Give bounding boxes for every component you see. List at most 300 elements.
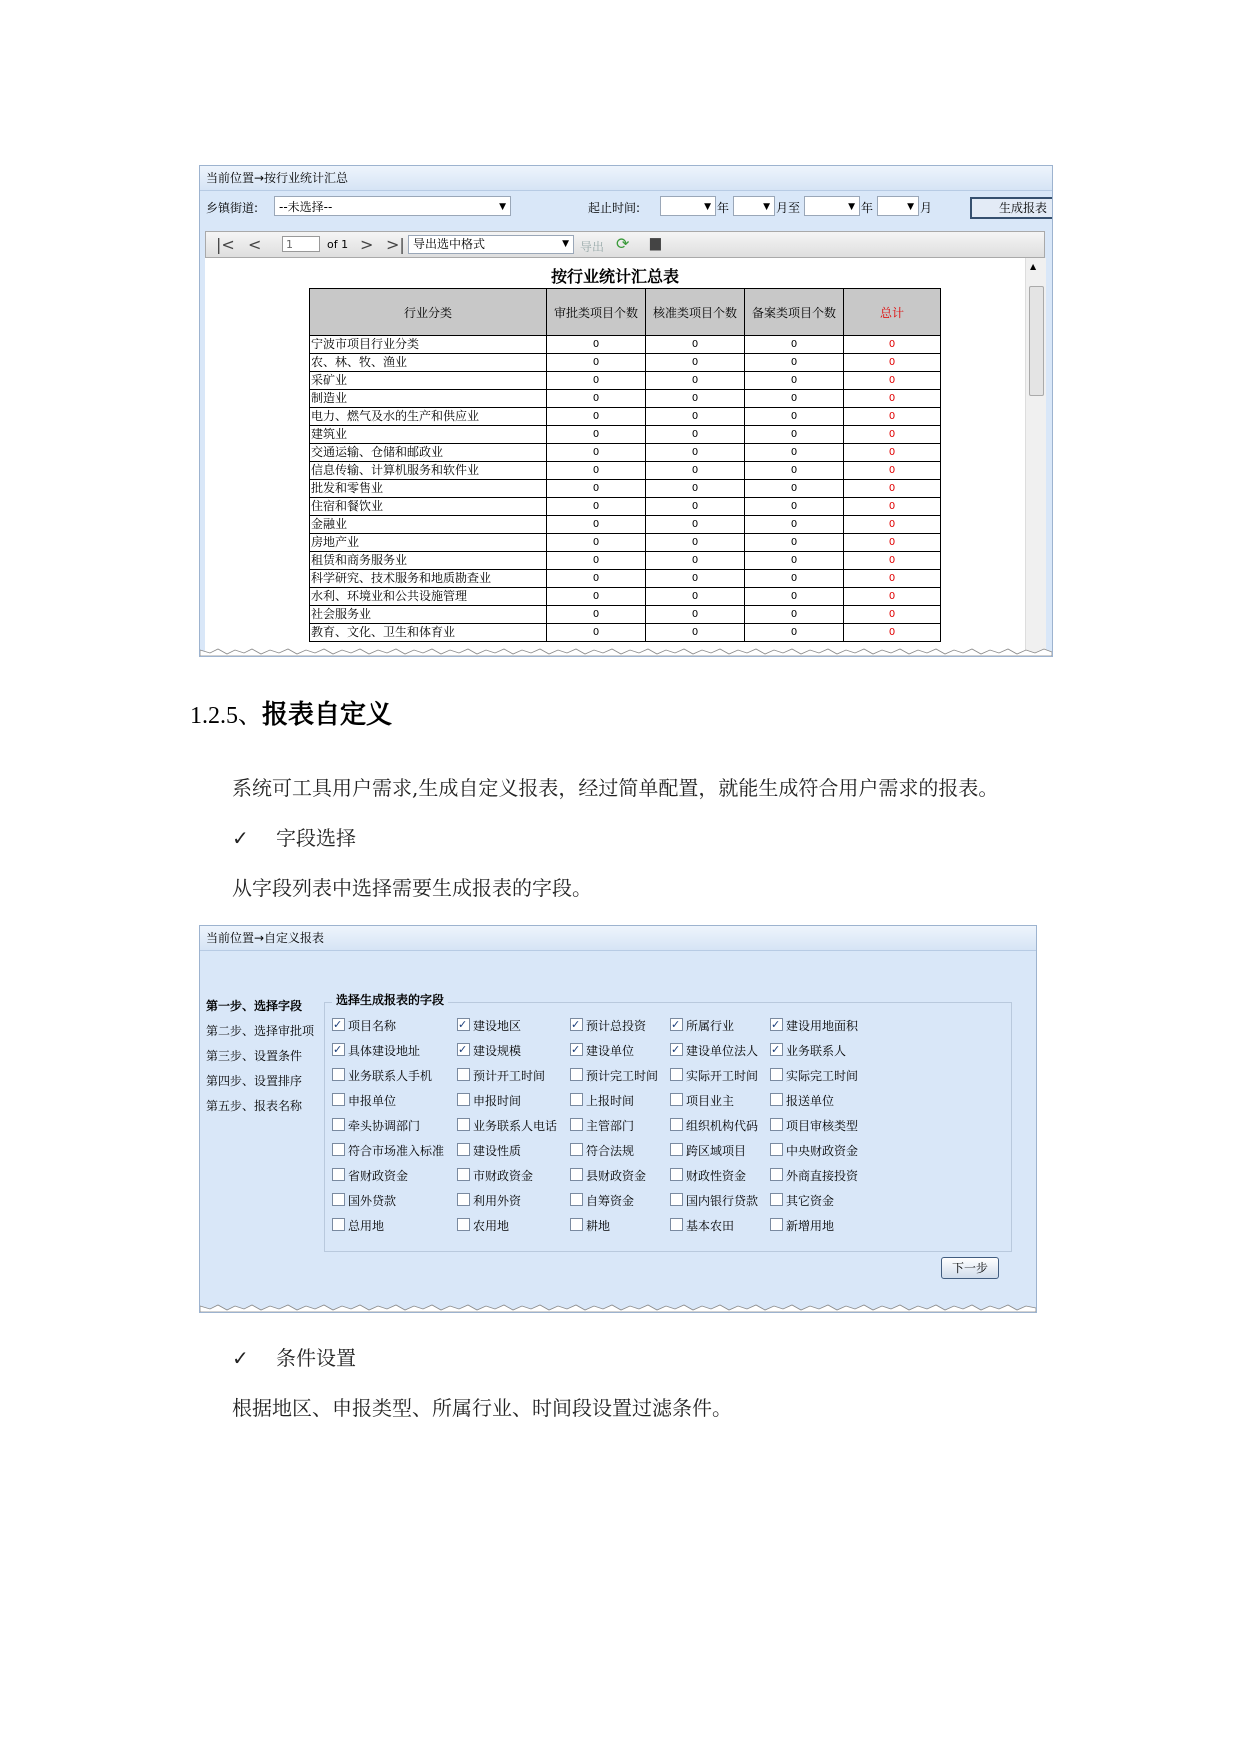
street-select-value: --未选择-- [279,200,333,214]
count-cell: 0 [646,408,745,426]
checkbox-icon[interactable] [457,1118,470,1131]
column-header: 总计 [844,289,941,336]
checkbox-label: 县财政资金 [586,1169,647,1183]
checkbox-icon[interactable] [570,1093,583,1106]
field-checkbox[interactable] [670,1164,746,1189]
checkbox-icon[interactable] [332,1068,345,1081]
chevron-down-icon: ▼ [848,202,855,212]
count-cell: 0 [547,624,646,642]
industry-summary-table [309,288,941,642]
field-group [324,1002,1012,1252]
checkbox-label: 项目名称 [348,1019,397,1033]
prev-page-icon[interactable]: < [248,235,262,254]
scrollbar-thumb[interactable] [1029,286,1044,396]
section-heading [190,694,392,731]
field-checkbox[interactable] [770,1014,858,1039]
checkbox-label: 实际开工时间 [686,1069,759,1083]
industry-cell: 采矿业 [310,372,547,390]
count-cell: 0 [547,426,646,444]
filter-bar [200,191,1052,221]
print-icon[interactable]: ▆ [650,235,661,251]
count-cell: 0 [745,336,844,354]
bullet-text: 条件设置 [276,1346,356,1370]
field-checkbox[interactable] [670,1014,734,1039]
count-cell: 0 [745,570,844,588]
table-row [310,624,941,642]
checkbox-icon[interactable] [670,1143,683,1156]
field-checkbox[interactable] [457,1014,521,1039]
checkbox-label: 申报单位 [348,1094,397,1108]
column-header: 核准类项目个数 [646,289,745,336]
industry-cell: 租赁和商务服务业 [310,552,547,570]
page-count: of 1 [327,238,349,251]
count-cell: 0 [745,534,844,552]
checkbox-icon[interactable] [570,1118,583,1131]
checkbox-label: 报送单位 [786,1094,835,1108]
table-row [310,336,941,354]
checkbox-icon[interactable] [332,1193,345,1206]
field-checkbox[interactable] [332,1089,396,1114]
column-header: 备案类项目个数 [745,289,844,336]
wizard-steps [206,994,314,1119]
count-cell: 0 [844,408,941,426]
checkbox-label: 耕地 [586,1219,611,1233]
checkbox-icon[interactable] [457,1093,470,1106]
checkbox-icon[interactable] [457,1043,470,1056]
count-cell: 0 [844,444,941,462]
count-cell: 0 [646,498,745,516]
field-checkbox[interactable] [670,1064,758,1089]
checkbox-label: 符合市场准入标准 [348,1144,445,1158]
chevron-down-icon: ▼ [562,239,569,249]
checkbox-icon[interactable] [670,1018,683,1031]
breadcrumb: 当前位置→按行业统计汇总 [200,166,1052,191]
count-cell: 0 [547,606,646,624]
field-checkbox[interactable] [332,1214,384,1239]
count-cell: 0 [547,462,646,480]
table-row [310,552,941,570]
industry-cell: 房地产业 [310,534,547,552]
checkbox-label: 跨区域项目 [686,1144,747,1158]
checkbox-icon[interactable] [570,1193,583,1206]
table-row [310,606,941,624]
checkbox-label: 预计总投资 [586,1019,647,1033]
page-number-input[interactable]: 1 [282,236,320,252]
checkbox-icon[interactable] [770,1193,783,1206]
count-cell: 0 [547,498,646,516]
field-checkbox[interactable] [332,1164,408,1189]
count-cell: 0 [745,624,844,642]
count-cell: 0 [745,444,844,462]
checkbox-icon[interactable] [670,1093,683,1106]
count-cell: 0 [547,372,646,390]
checkbox-icon[interactable] [570,1168,583,1181]
table-row [310,534,941,552]
count-cell: 0 [844,516,941,534]
bullet-item [232,822,356,851]
field-checkbox[interactable] [457,1089,521,1114]
industry-cell: 水利、环境业和公共设施管理 [310,588,547,606]
chevron-down-icon: ▼ [704,202,711,212]
table-row [310,408,941,426]
count-cell: 0 [646,534,745,552]
industry-cell: 住宿和餐饮业 [310,498,547,516]
field-checkbox[interactable] [770,1139,858,1164]
count-cell: 0 [547,480,646,498]
checkbox-icon[interactable] [332,1118,345,1131]
checkbox-label: 建设单位法人 [686,1044,759,1058]
checkbox-icon[interactable] [570,1143,583,1156]
checkbox-icon[interactable] [457,1018,470,1031]
industry-cell: 金融业 [310,516,547,534]
checkbox-icon[interactable] [332,1093,345,1106]
checkbox-label: 上报时间 [586,1094,635,1108]
industry-cell: 制造业 [310,390,547,408]
count-cell: 0 [844,588,941,606]
checkbox-label: 国内银行贷款 [686,1194,759,1208]
industry-cell: 电力、燃气及水的生产和供应业 [310,408,547,426]
report-toolbar [205,231,1045,258]
checkbox-icon[interactable] [457,1143,470,1156]
scroll-up-icon[interactable]: ▲ [1030,262,1037,271]
field-checkbox[interactable] [332,1139,444,1164]
checkbox-label: 项目审核类型 [786,1119,859,1133]
year-unit: 年 [861,201,874,215]
checkbox-label: 农用地 [473,1219,510,1233]
export-format-select[interactable] [408,235,574,254]
wizard-step[interactable]: 第四步、设置排序 [206,1074,303,1088]
checkbox-icon[interactable] [457,1168,470,1181]
count-cell: 0 [844,354,941,372]
count-cell: 0 [745,480,844,498]
field-checkbox[interactable] [670,1189,758,1214]
checkbox-label: 建设用地面积 [786,1019,859,1033]
table-row [310,570,941,588]
checkbox-label: 主管部门 [586,1119,635,1133]
period-label: 起止时间: [588,201,641,215]
count-cell: 0 [646,390,745,408]
checkbox-icon[interactable] [457,1218,470,1231]
checkbox-icon[interactable] [670,1168,683,1181]
checkbox-icon[interactable] [332,1018,345,1031]
field-checkbox[interactable] [457,1164,533,1189]
start-year-select[interactable] [660,196,716,216]
bullet-text: 字段选择 [276,826,356,850]
checkbox-label: 利用外资 [473,1194,522,1208]
checkbox-label: 财政性资金 [686,1169,747,1183]
export-link[interactable]: 导出 [580,240,605,254]
count-cell: 0 [646,444,745,462]
count-cell: 0 [745,498,844,516]
paragraph: 系统可工具用户需求,生成自定义报表，经过简单配置，就能生成符合用户需求的报表。 [232,776,999,800]
industry-cell: 建筑业 [310,426,547,444]
industry-cell: 批发和零售业 [310,480,547,498]
field-checkbox[interactable] [457,1139,521,1164]
wizard-step[interactable]: 第二步、选择审批项 [206,1024,315,1038]
count-cell: 0 [646,624,745,642]
table-header-row [310,289,941,336]
count-cell: 0 [547,552,646,570]
checkbox-icon[interactable] [457,1068,470,1081]
checkbox-label: 业务联系人手机 [348,1069,433,1083]
field-checkbox[interactable] [770,1164,858,1189]
field-checkbox[interactable] [570,1039,634,1064]
torn-edge [200,1302,1036,1312]
checkbox-label: 具体建设地址 [348,1044,421,1058]
chevron-down-icon: ▼ [907,202,914,212]
report-area [205,258,1025,656]
table-row [310,390,941,408]
table-row [310,444,941,462]
next-step-button[interactable]: 下一步 [941,1257,999,1279]
checkbox-icon[interactable] [332,1168,345,1181]
field-checkbox[interactable] [670,1089,734,1114]
field-checkbox[interactable] [332,1039,420,1064]
checkbox-icon[interactable] [670,1068,683,1081]
table-row [310,516,941,534]
paragraph: 从字段列表中选择需要生成报表的字段。 [232,876,592,900]
field-checkbox[interactable] [570,1214,610,1239]
count-cell: 0 [646,606,745,624]
industry-cell: 交通运输、仓储和邮政业 [310,444,547,462]
checkbox-icon[interactable] [670,1118,683,1131]
field-checkbox[interactable] [770,1114,858,1139]
count-cell: 0 [745,606,844,624]
chevron-down-icon: ▼ [763,202,770,212]
checkbox-label: 自筹资金 [586,1194,635,1208]
wizard-step[interactable]: 第一步、选择字段 [206,999,303,1013]
count-cell: 0 [547,534,646,552]
count-cell: 0 [547,408,646,426]
count-cell: 0 [745,516,844,534]
count-cell: 0 [844,534,941,552]
count-cell: 0 [646,336,745,354]
count-cell: 0 [844,606,941,624]
chevron-down-icon: ▼ [499,202,506,212]
checkbox-icon[interactable] [332,1143,345,1156]
table-row [310,426,941,444]
field-checkbox[interactable] [570,1139,634,1164]
count-cell: 0 [646,588,745,606]
count-cell: 0 [646,480,745,498]
checkbox-label: 符合法规 [586,1144,635,1158]
checkbox-icon[interactable] [570,1018,583,1031]
field-checkbox[interactable] [570,1064,658,1089]
field-checkbox[interactable] [770,1189,834,1214]
checkbox-label: 组织机构代码 [686,1119,759,1133]
checkbox-label: 国外贷款 [348,1194,397,1208]
checkbox-icon[interactable] [457,1193,470,1206]
checkbox-label: 预计开工时间 [473,1069,546,1083]
field-checkbox[interactable] [670,1214,734,1239]
column-header: 审批类项目个数 [547,289,646,336]
next-page-icon[interactable]: > [360,235,374,254]
field-checkbox[interactable] [570,1089,634,1114]
checkbox-icon[interactable] [670,1043,683,1056]
checkbox-label: 中央财政资金 [786,1144,859,1158]
checkbox-label: 基本农田 [686,1219,735,1233]
section-number: 1.2.5、 [190,703,262,729]
count-cell: 0 [844,480,941,498]
count-cell: 0 [844,498,941,516]
field-checkbox[interactable] [670,1039,758,1064]
count-cell: 0 [844,570,941,588]
table-row [310,588,941,606]
field-checkbox[interactable] [770,1039,846,1064]
count-cell: 0 [646,462,745,480]
field-checkbox[interactable] [457,1039,521,1064]
field-checkbox[interactable] [570,1014,646,1039]
count-cell: 0 [547,588,646,606]
checkbox-label: 建设规模 [473,1044,522,1058]
checkbox-label: 建设单位 [586,1044,635,1058]
checkbox-icon[interactable] [332,1043,345,1056]
count-cell: 0 [547,390,646,408]
bullet-item [232,1342,356,1371]
count-cell: 0 [844,462,941,480]
industry-cell: 科学研究、技术服务和地质勘查业 [310,570,547,588]
checkbox-icon[interactable] [770,1018,783,1031]
checkbox-label: 牵头协调部门 [348,1119,421,1133]
generate-report-button[interactable]: 生成报表 [970,197,1053,219]
count-cell: 0 [646,570,745,588]
count-cell: 0 [646,354,745,372]
field-checkbox[interactable] [457,1064,545,1089]
count-cell: 0 [646,372,745,390]
industry-cell: 宁波市项目行业分类 [310,336,547,354]
field-checkbox[interactable] [570,1189,634,1214]
checkbox-label: 其它资金 [786,1194,835,1208]
wizard-step[interactable]: 第五步、报表名称 [206,1099,303,1113]
field-checkbox[interactable] [457,1189,521,1214]
industry-cell: 社会服务业 [310,606,547,624]
field-checkbox[interactable] [457,1114,557,1139]
column-header: 行业分类 [310,289,547,336]
checkbox-icon[interactable] [770,1168,783,1181]
field-checkbox[interactable] [770,1214,834,1239]
section-title: 报表自定义 [262,700,393,730]
end-month-select[interactable] [877,196,919,216]
checkbox-icon[interactable] [670,1218,683,1231]
count-cell: 0 [547,444,646,462]
count-cell: 0 [844,624,941,642]
count-cell: 0 [745,588,844,606]
count-cell: 0 [745,462,844,480]
field-checkbox[interactable] [332,1014,396,1039]
count-cell: 0 [646,552,745,570]
check-icon: ✓ [232,826,249,850]
checkbox-icon[interactable] [770,1043,783,1056]
count-cell: 0 [646,426,745,444]
year-unit: 年 [717,201,730,215]
field-checkbox[interactable] [570,1164,646,1189]
month-unit: 月 [920,201,933,215]
report-title: 按行业统计汇总表 [550,267,679,286]
check-icon: ✓ [232,1346,249,1370]
checkbox-icon[interactable] [770,1068,783,1081]
field-checkbox[interactable] [332,1064,432,1089]
field-checkbox[interactable] [332,1114,420,1139]
count-cell: 0 [547,336,646,354]
checkbox-icon[interactable] [570,1043,583,1056]
count-cell: 0 [745,408,844,426]
checkbox-label: 总用地 [348,1219,385,1233]
field-checkbox[interactable] [770,1064,858,1089]
table-row [310,480,941,498]
paragraph: 根据地区、申报类型、所属行业、时间段设置过滤条件。 [232,1396,732,1420]
count-cell: 0 [844,336,941,354]
street-label: 乡镇街道: [206,201,259,215]
count-cell: 0 [745,552,844,570]
checkbox-label: 实际完工时间 [786,1069,859,1083]
first-page-icon[interactable]: |< [216,235,235,254]
start-month-select[interactable] [733,196,775,216]
count-cell: 0 [745,372,844,390]
field-group-legend: 选择生成报表的字段 [332,991,448,1008]
industry-cell: 信息传输、计算机服务和软件业 [310,462,547,480]
field-checkbox[interactable] [457,1214,509,1239]
checkbox-label: 所属行业 [686,1019,735,1033]
last-page-icon[interactable]: >| [386,235,405,254]
checkbox-icon[interactable] [770,1093,783,1106]
field-checkbox[interactable] [670,1114,758,1139]
count-cell: 0 [844,372,941,390]
month-to-unit: 月至 [776,201,801,215]
checkbox-label: 新增用地 [786,1219,835,1233]
count-cell: 0 [547,516,646,534]
table-row [310,372,941,390]
field-checkbox[interactable] [670,1139,746,1164]
checkbox-label: 建设地区 [473,1019,522,1033]
street-select[interactable] [274,196,511,216]
checkbox-label: 建设性质 [473,1144,522,1158]
count-cell: 0 [745,354,844,372]
count-cell: 0 [844,426,941,444]
checkbox-icon[interactable] [770,1143,783,1156]
field-checkbox[interactable] [332,1189,396,1214]
wizard-step[interactable]: 第三步、设置条件 [206,1049,303,1063]
checkbox-label: 申报时间 [473,1094,522,1108]
export-format-value: 导出选中格式 [413,237,486,251]
industry-cell: 农、林、牧、渔业 [310,354,547,372]
field-checkbox[interactable] [770,1089,834,1114]
checkbox-icon[interactable] [770,1218,783,1231]
checkbox-label: 业务联系人 [786,1044,847,1058]
count-cell: 0 [745,426,844,444]
end-year-select[interactable] [804,196,860,216]
custom-report-screenshot [199,925,1037,1313]
checkbox-icon[interactable] [570,1218,583,1231]
field-checkbox[interactable] [570,1114,634,1139]
table-row [310,498,941,516]
checkbox-icon[interactable] [570,1068,583,1081]
checkbox-label: 业务联系人电话 [473,1119,558,1133]
checkbox-icon[interactable] [332,1218,345,1231]
count-cell: 0 [844,390,941,408]
checkbox-label: 市财政资金 [473,1169,534,1183]
refresh-icon[interactable]: ⟳ [616,234,630,253]
industry-summary-screenshot [199,165,1053,657]
checkbox-icon[interactable] [770,1118,783,1131]
checkbox-label: 省财政资金 [348,1169,409,1183]
checkbox-icon[interactable] [670,1193,683,1206]
industry-cell: 教育、文化、卫生和体育业 [310,624,547,642]
table-row [310,354,941,372]
checkbox-label: 项目业主 [686,1094,735,1108]
vertical-scrollbar[interactable] [1025,258,1046,656]
count-cell: 0 [745,390,844,408]
count-cell: 0 [646,516,745,534]
